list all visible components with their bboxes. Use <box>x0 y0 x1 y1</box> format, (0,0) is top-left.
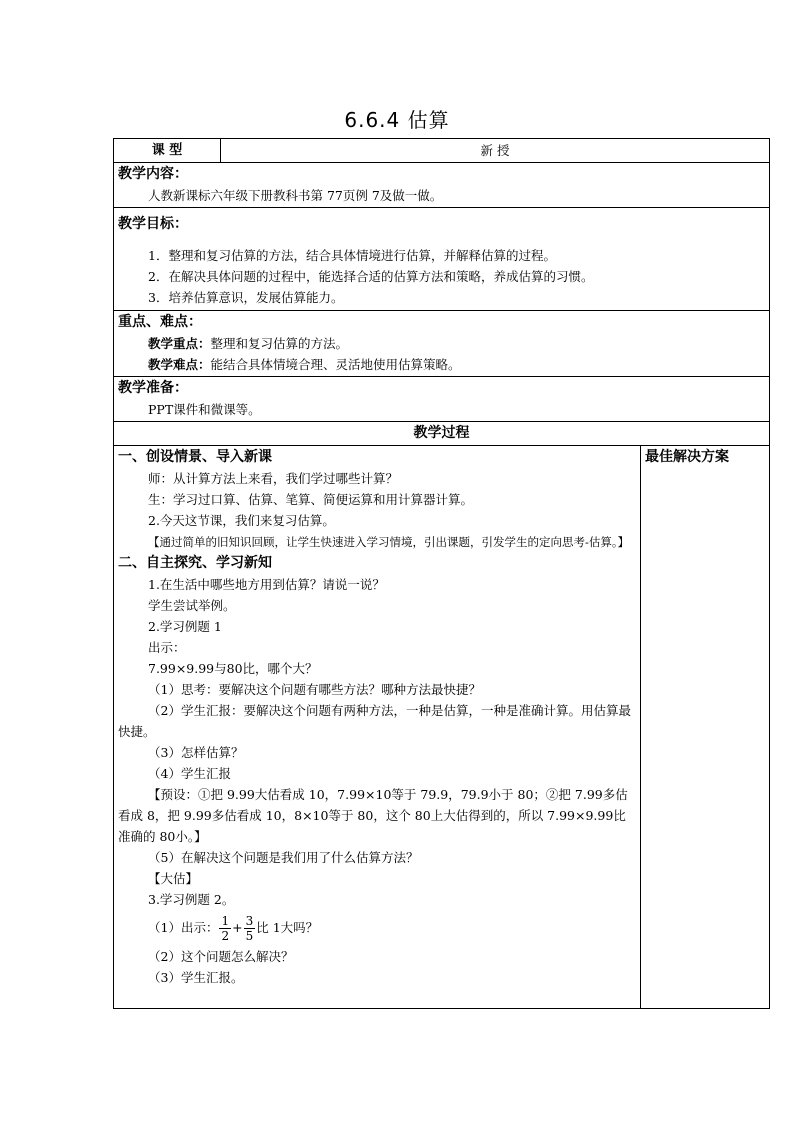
example2-prefix: （1）出示： <box>148 920 219 935</box>
prep-row <box>114 377 770 422</box>
section2-line: （2）这个问题怎么解决？ <box>148 949 294 964</box>
section2-line: 2.学习例题 1 <box>148 619 222 634</box>
fraction-numerator: 1 <box>221 914 230 928</box>
section2-line: （3）学生汇报。 <box>148 970 244 985</box>
focus-text: 整理和复习估算的方法。 <box>210 336 349 351</box>
lesson-type-label: 课 型 <box>114 139 221 163</box>
goal-item: 3．培养估算意识，发展估算能力。 <box>148 290 344 305</box>
goal-item: 2．在解决具体问题的过程中，能选择合适的估算方法和策略，养成估算的习惯。 <box>148 269 594 284</box>
page-title: 6.6.4 估算 <box>344 108 450 132</box>
section1-line: 师：从计算方法上来看，我们学过哪些计算？ <box>148 471 399 486</box>
goals-row <box>114 208 770 311</box>
fraction-numerator: 3 <box>245 914 254 928</box>
difficulty-label: 教学难点： <box>148 357 211 372</box>
fraction-denominator: 2 <box>221 929 230 943</box>
difficulty-line <box>118 354 765 375</box>
section1-heading: 一、创设情景、导入新课 <box>118 449 272 465</box>
focus-label: 教学重点： <box>148 336 211 351</box>
goal-item: 1．整理和复习估算的方法，结合具体情境进行估算，并解释估算的过程。 <box>148 248 556 263</box>
section2-line: 7.99×9.99与80比，哪个大？ <box>148 661 318 676</box>
section1-line: 生：学习过口算、估算、笔算、简便运算和用计算器计算。 <box>148 492 474 507</box>
section1-line: 2.今天这节课，我们来复习估算。 <box>148 513 335 528</box>
example2-line <box>118 910 636 946</box>
section2-line: （4）学生汇报 <box>148 766 231 781</box>
process-main-cell <box>114 446 641 1009</box>
section2-line: 3.学习例题 2。 <box>148 892 235 907</box>
section2-line: （3）怎样估算？ <box>148 745 244 760</box>
fraction-three-fifths <box>244 914 256 943</box>
process-body-row <box>114 446 770 1009</box>
key-heading: 重点、难点： <box>118 314 202 330</box>
key-points-row <box>114 311 770 377</box>
lesson-type-value: 新 授 <box>221 139 770 163</box>
best-solution-heading: 最佳解决方案 <box>645 449 729 465</box>
fraction-denominator: 5 <box>245 929 254 943</box>
content-text: 人教新课标六年级下册教科书第 77页例 7及做一做。 <box>148 188 443 203</box>
difficulty-text: 能结合具体情境合理、灵活地使用估算策略。 <box>210 357 461 372</box>
section2-line: 【大估】 <box>148 871 199 886</box>
goals-heading: 教学目标： <box>118 216 188 232</box>
section2-line: （1）思考：要解决这个问题有哪些方法？哪种方法最快捷？ <box>148 682 481 697</box>
prep-heading: 教学准备： <box>118 380 188 396</box>
lesson-type-row <box>114 139 770 163</box>
section2-heading: 二、自主探究、学习新知 <box>118 555 272 571</box>
content-row <box>114 163 770 208</box>
content-heading: 教学内容： <box>118 166 188 182</box>
section2-preset: 【预设：①把 9.99大估看成 10，7.99×10等于 79.9，79.9小于 80；②把 7.99多估看成 8，把 9.99多估看成 10，8×10等于 80，这个 80上大估得到的，所以 7.99×9.99比准确的 80小。】 <box>118 787 628 844</box>
section2-line: （5）在解决这个问题是我们用了什么估算方法？ <box>148 850 419 865</box>
section2-line: 出示： <box>148 640 186 655</box>
section2-line: 1.在生活中哪些地方用到估算？请说一说？ <box>148 577 385 592</box>
example2-suffix: 比 1大吗？ <box>256 920 319 935</box>
lesson-plan-table <box>113 138 770 1009</box>
best-solution-cell <box>641 446 770 1009</box>
prep-text: PPT课件和微课等。 <box>148 402 261 417</box>
plus-sign: + <box>232 920 243 935</box>
focus-line <box>118 333 765 354</box>
process-heading-row <box>114 422 770 446</box>
section2-report: （2）学生汇报：要解决这个问题有两种方法，一种是估算，一种是准确计算。用估算最快捷。 <box>118 703 631 739</box>
process-heading: 教学过程 <box>114 422 770 446</box>
section2-line: 学生尝试举例。 <box>148 598 236 613</box>
fraction-one-half <box>219 914 231 943</box>
section1-note: 【通过简单的旧知识回顾，让学生快速进入学习情境，引出课题，引发学生的定向思考-估算。】 <box>148 535 630 549</box>
